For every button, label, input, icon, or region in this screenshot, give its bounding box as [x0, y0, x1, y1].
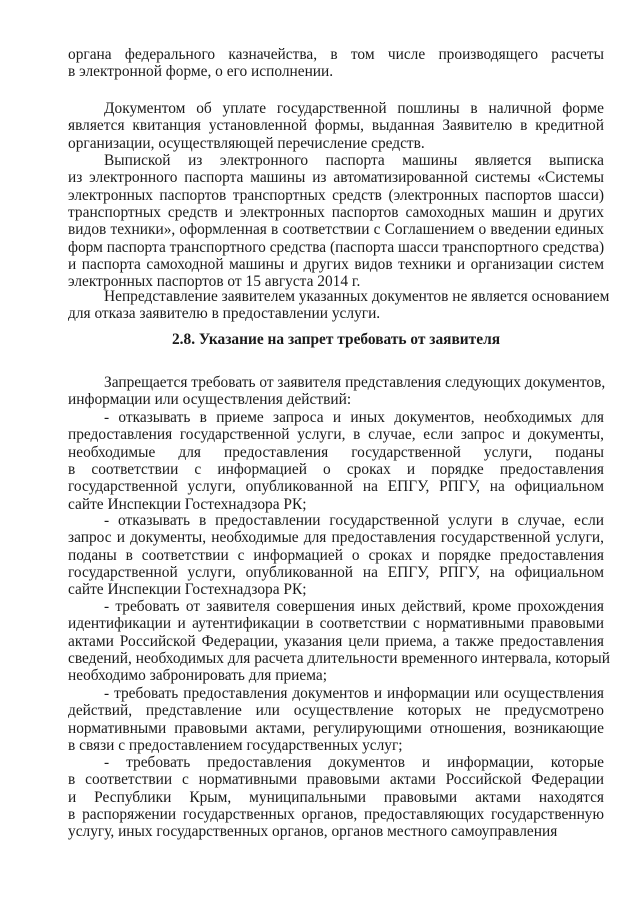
- text-line: Непредставление заявителем указанных документов не является основанием: [104, 288, 610, 305]
- text-line: сведений, необходимых для расчета длительности временного интервала, который: [68, 649, 611, 667]
- text-line: для отказа заявителю в предоставлении услуги.: [68, 305, 381, 323]
- text-line: электронных паспортов транспортных средств (электронных паспортов шасси): [68, 186, 604, 204]
- text-line: государственной услуги, опубликованной на ЕПГУ, РПГУ, на официальном: [68, 563, 604, 581]
- text-line: идентификации и аутентификации в соответствии с нормативными правовыми: [68, 615, 604, 633]
- text-line: из электронного паспорта машины из автоматизированной системы «Системы: [68, 169, 604, 187]
- text-line: организации, осуществляющей перечисление средств.: [68, 134, 425, 152]
- text-line: сайте Инспекции Гостехнадзора РК;: [68, 495, 307, 513]
- text-line: форм паспорта транспортного средства (паспорта шасси транспортного средства): [68, 238, 605, 256]
- text-line: государственной услуги, опубликованной на ЕПГУ, РПГУ, на официальном: [68, 478, 604, 496]
- text-line: сайте Инспекции Гостехнадзора РК;: [68, 581, 307, 599]
- text-line: - требовать предоставления документов и информации или осуществления: [104, 685, 604, 702]
- text-line: Документом об уплате государственной пошлины в наличной форме: [104, 100, 604, 117]
- text-line: нормативными правовыми актами, регулирующими отношения, возникающие: [68, 719, 604, 737]
- text-line: видов техники», оформленная в соответствии с Соглашением о введении единых: [68, 221, 604, 239]
- text-line: - требовать от заявителя совершения иных действий, кроме прохождения: [104, 598, 604, 615]
- text-line: - требовать предоставления документов и информации, которые: [104, 754, 604, 771]
- text-line: услугу, иных государственных органов, органов местного самоуправления: [68, 823, 558, 841]
- text-line: в электронной форме, о его исполнении.: [68, 63, 334, 81]
- text-line: Выпиской из электронного паспорта машины является выписка: [104, 152, 604, 169]
- text-line: действий, представление или осуществление которых не предусмотрено: [68, 702, 604, 720]
- text-line: необходимые для предоставления государственной услуги, поданы: [68, 443, 604, 461]
- text-line: органа федерального казначейства, в том числе производящего расчеты: [68, 46, 604, 63]
- text-line: в соответствии с нормативными правовыми актами Российской Федерации: [68, 771, 604, 789]
- text-line: - отказывать в предоставлении государственной услуги в случае, если: [104, 512, 604, 529]
- text-line: и паспорта самоходной машины и других видов техники и организации систем: [68, 255, 604, 273]
- text-line: предоставления государственной услуги, в случае, если запрос и документы,: [68, 426, 604, 444]
- text-line: транспортных средств и электронных паспортов самоходных машин и других: [68, 203, 604, 221]
- text-line: в распоряжении государственных органов, предоставляющих государственную: [68, 805, 604, 823]
- text-line: актами Российской Федерации, указания цели приема, а также предоставления: [68, 632, 604, 650]
- text-line: Запрещается требовать от заявителя представления следующих документов,: [104, 374, 606, 391]
- text-line: электронных паспортов от 15 августа 2014 г.: [68, 273, 361, 291]
- text-line: в связи с предоставлением государственных услуг;: [68, 736, 403, 754]
- text-line: является квитанция установленной формы, выданная Заявителю в кредитной: [68, 117, 604, 135]
- text-line: поданы в соответствии с информацией о сроках и порядке предоставления: [68, 546, 604, 564]
- text-line: в соответствии с информацией о сроках и порядке предоставления: [68, 460, 604, 478]
- text-line: и Республики Крым, муниципальными правовыми актами находятся: [68, 788, 604, 806]
- text-line: - отказывать в приеме запроса и иных документов, необходимых для: [104, 409, 604, 426]
- section-heading: 2.8. Указание на запрет требовать от заявителя: [171, 331, 501, 348]
- text-line: информации или осуществления действий:: [68, 391, 352, 409]
- text-line: необходимо забронировать для приема;: [68, 667, 327, 685]
- text-line: запрос и документы, необходимые для предоставления государственной услуги,: [68, 529, 604, 547]
